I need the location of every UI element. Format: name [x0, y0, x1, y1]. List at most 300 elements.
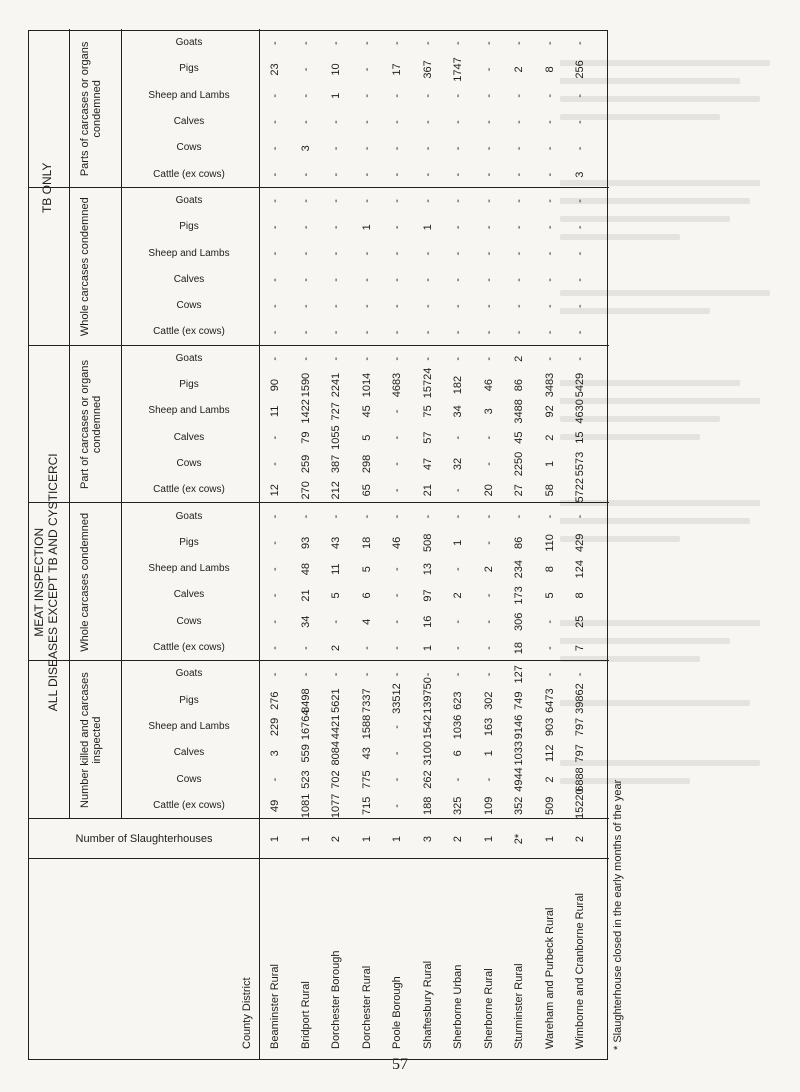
table-cell: - [269, 41, 281, 45]
table-cell: 2241 [330, 372, 342, 398]
table-cell: 3 [269, 750, 281, 757]
table-cell: - [330, 120, 342, 124]
table-cell: 9146 [513, 714, 525, 740]
table-cell: - [482, 120, 495, 124]
table-cell: - [421, 514, 434, 519]
table-cell: - [452, 488, 464, 493]
table-cell: - [452, 304, 464, 308]
table-cell: 229 [269, 717, 281, 737]
table-cell: 86 [513, 536, 525, 549]
table-cell: - [299, 67, 312, 72]
table-cell: - [482, 672, 495, 677]
table-cell: 21 [421, 484, 434, 497]
table-cell: - [574, 356, 586, 361]
table-cell: 2 [513, 66, 525, 73]
sub-label: Cattle (ex cows) [153, 799, 225, 811]
table-cell: - [330, 199, 342, 203]
table-cell: 124 [574, 559, 586, 579]
table-cell: - [391, 172, 403, 177]
table-cell: - [391, 567, 403, 571]
table-cell: - [391, 672, 403, 677]
group-header-rule [121, 29, 122, 819]
table-cell: - [513, 172, 525, 177]
table-cell: 276 [269, 691, 281, 710]
table-cell: 109 [482, 796, 495, 816]
table-cell: - [269, 646, 281, 650]
table-cell: - [513, 146, 525, 151]
table-cell: - [360, 646, 373, 650]
table-cell: 127 [513, 665, 525, 684]
table-cell: 5722 [574, 478, 586, 503]
table-cell: 46 [482, 378, 495, 392]
table-cell: - [391, 120, 403, 124]
table-cell: - [269, 777, 281, 782]
table-cell: 17 [391, 63, 403, 76]
table-cell: - [482, 356, 495, 361]
table-cell: 256 [574, 60, 586, 79]
table-cell: 1542 [421, 714, 434, 740]
table-cell: - [269, 435, 281, 440]
table-cell: - [391, 199, 403, 203]
table-cell: - [482, 514, 495, 519]
table-cell: - [452, 225, 464, 230]
table-cell: - [543, 356, 556, 361]
table-cell: - [452, 41, 464, 45]
table-cell: 1055 [330, 425, 342, 450]
table-cell: - [269, 199, 281, 203]
table-cell: - [269, 356, 281, 361]
sub-label: Sheep and Lambs [148, 405, 230, 417]
table-cell: - [452, 120, 464, 124]
table-cell: 16 [421, 615, 434, 628]
table-cell: - [391, 593, 403, 598]
slaughterhouse-count: 2 [452, 835, 464, 843]
table-cell: 1 [330, 92, 342, 99]
table-cell: - [269, 619, 281, 624]
table-cell: 97 [421, 589, 434, 602]
table-cell: - [482, 330, 495, 335]
table-cell: 3 [299, 145, 312, 152]
sub-label: Pigs [179, 221, 199, 233]
table-cell: - [391, 278, 403, 282]
table-cell: 903 [543, 717, 556, 737]
sub-label: Sheep and Lambs [148, 720, 230, 732]
sub-label: Sheep and Lambs [148, 563, 230, 575]
table-cell: 47 [421, 457, 434, 471]
table-cell: - [421, 356, 434, 361]
group-label-3: Whole carcases condemned [79, 197, 91, 337]
table-cell: - [574, 672, 586, 677]
table-cell: - [482, 304, 495, 308]
table-cell: 298 [360, 454, 373, 474]
table-cell: 3 [574, 171, 586, 178]
table-cell: - [543, 646, 556, 650]
district-name: Sherborne Rural [482, 968, 495, 1049]
group-label-1: Whole carcases condemned [79, 512, 91, 652]
table-cell: - [360, 356, 373, 361]
meat-inspection-table [28, 30, 608, 1060]
table-cell: 797 [574, 717, 586, 737]
table-cell: - [513, 330, 525, 335]
table-cell: - [452, 172, 464, 177]
table-cell: 39862 [574, 683, 586, 714]
table-cell: - [269, 567, 281, 571]
table-cell: - [391, 804, 403, 808]
table-cell: - [299, 41, 312, 45]
district-name: Sherborne Urban [452, 964, 464, 1049]
table-cell: 5 [360, 566, 373, 573]
table-cell: 11 [269, 405, 281, 418]
table-cell: 1590 [299, 372, 312, 398]
table-cell: 92 [543, 405, 556, 418]
sub-label: Pigs [179, 63, 199, 75]
table-cell: - [452, 356, 464, 361]
table-cell: 45 [513, 431, 525, 444]
table-cell: - [360, 120, 373, 124]
sub-label: Cows [176, 142, 202, 154]
table-cell: 262 [421, 770, 434, 789]
footnote: * Slaughterhouse closed in the early months of the year [612, 779, 624, 1050]
table-cell: - [543, 93, 556, 98]
table-cell: - [391, 646, 403, 650]
table-cell: 11 [330, 563, 342, 575]
sub-label: Goats [175, 352, 203, 364]
table-cell: - [391, 751, 403, 756]
table-cell: 6473 [543, 688, 556, 713]
table-cell: - [421, 199, 434, 203]
table-cell: 715 [360, 796, 373, 816]
table-cell: 6888 [574, 767, 586, 792]
table-cell: 1 [452, 539, 464, 546]
table-cell: 79 [299, 431, 312, 444]
table-cell: - [330, 356, 342, 361]
district-name: Poole Borough [391, 976, 403, 1049]
table-cell: 173 [513, 586, 525, 605]
table-cell: - [543, 672, 556, 677]
table-cell: 34 [452, 405, 464, 418]
table-cell: 2 [330, 645, 342, 652]
table-cell: 4421 [330, 714, 342, 740]
table-cell: 2 [543, 776, 556, 783]
table-cell: - [482, 646, 495, 650]
table-cell: - [513, 225, 525, 230]
table-cell: - [574, 304, 586, 308]
table-cell: 20 [482, 484, 495, 497]
table-cell: 23 [269, 63, 281, 76]
table-cell: - [452, 93, 464, 98]
table-cell: - [574, 278, 586, 282]
table-cell: 46 [391, 536, 403, 549]
table-cell: - [421, 172, 434, 177]
table-cell: 1014 [360, 372, 373, 398]
sub-label: Calves [173, 431, 205, 443]
table-cell: 2 [482, 566, 495, 573]
sub-label: Calves [173, 116, 205, 128]
table-cell: - [543, 304, 556, 308]
table-cell: 18 [360, 536, 373, 549]
table-cell: - [543, 278, 556, 282]
table-cell: 5 [543, 592, 556, 599]
table-cell: 4683 [391, 372, 403, 398]
sub-label: Goats [175, 510, 203, 522]
district-name: Wimborne and Cranborne Rural [574, 893, 586, 1049]
table-cell: 15724 [421, 367, 434, 399]
table-cell: 270 [299, 481, 312, 500]
table-cell: - [269, 278, 281, 282]
table-cell: 65 [360, 484, 373, 497]
table-cell: - [360, 93, 373, 98]
table-cell: - [543, 199, 556, 203]
table-cell: - [330, 672, 342, 677]
table-cell: - [269, 330, 281, 335]
table-cell: - [391, 304, 403, 308]
table-cell: - [574, 93, 586, 98]
table-cell: - [391, 41, 403, 45]
slaughterhouse-count: 1 [482, 835, 495, 843]
table-cell: - [543, 619, 556, 624]
slaughterhouses-header: Number of Slaughterhouses [75, 833, 213, 845]
table-cell: - [330, 225, 342, 230]
table-cell: 139750 [421, 677, 434, 714]
table-cell: - [574, 514, 586, 519]
table-cell: - [391, 356, 403, 361]
district-name: Wareham and Purbeck Rural [543, 907, 556, 1049]
table-cell: - [482, 593, 495, 598]
table-cell: - [299, 330, 312, 335]
table-cell: 702 [330, 770, 342, 789]
table-cell: 27 [513, 484, 525, 497]
table-cell: - [452, 672, 464, 677]
table-cell: - [574, 225, 586, 230]
table-cell: - [543, 330, 556, 335]
table-cell: - [299, 514, 312, 519]
table-cell: 2 [452, 592, 464, 599]
table-cell: 509 [543, 796, 556, 816]
table-cell: 15220 [574, 788, 586, 819]
table-cell: - [330, 251, 342, 256]
table-cell: - [269, 593, 281, 598]
group-label-2: Part of carcases or organs condemned [79, 360, 103, 490]
table-cell: 1081 [299, 793, 312, 819]
table-cell: 3 [482, 408, 495, 415]
table-cell: - [299, 356, 312, 361]
table-cell: - [299, 172, 312, 177]
table-cell: 306 [513, 612, 525, 631]
table-cell: 4944 [513, 767, 525, 792]
sub-label: Goats [175, 37, 203, 49]
table-cell: 523 [299, 770, 312, 789]
table-cell: - [421, 251, 434, 256]
table-cell: - [269, 120, 281, 124]
table-cell: 259 [299, 454, 312, 474]
district-name: Sturminster Rural [513, 963, 525, 1049]
table-cell: - [299, 93, 312, 98]
table-cell: 3100 [421, 741, 434, 766]
table-cell: 16764 [299, 709, 312, 741]
group-label-4: Parts of carcases or organs condemned [79, 41, 103, 177]
page-number: 57 [392, 1056, 408, 1073]
table-cell: 749 [513, 691, 525, 710]
slaughterhouse-count: 1 [391, 835, 403, 843]
table-cell: 4 [360, 618, 373, 625]
table-cell: 325 [452, 796, 464, 816]
table-cell: - [269, 304, 281, 308]
sub-label: Cattle (ex cows) [153, 484, 225, 496]
table-cell: - [452, 514, 464, 519]
table-cell: 559 [299, 744, 312, 763]
table-cell: 3488 [513, 399, 525, 424]
table-cell: - [330, 172, 342, 177]
rotated-table-block [28, 30, 624, 1060]
table-cell: - [391, 435, 403, 440]
header-rule [259, 29, 260, 1059]
table-cell: - [360, 172, 373, 177]
table-cell: 1 [543, 460, 556, 468]
table-cell: - [391, 725, 403, 729]
table-cell: 86 [513, 378, 525, 392]
table-cell: - [330, 146, 342, 151]
sub-label: Cows [176, 773, 202, 785]
table-cell: 302 [482, 691, 495, 710]
section-tb-only: TB ONLY [40, 162, 54, 214]
table-cell: 6 [360, 592, 373, 599]
table-cell: 43 [360, 747, 373, 760]
slaughterhouse-count: 2 [330, 835, 342, 843]
table-cell: - [360, 251, 373, 256]
table-cell: - [391, 409, 403, 414]
table-cell: - [513, 199, 525, 203]
table-cell: - [513, 120, 525, 124]
sub-label: Goats [175, 194, 203, 206]
table-cell: 8498 [299, 688, 312, 713]
table-cell: - [330, 619, 342, 624]
table-cell: - [360, 199, 373, 203]
table-cell: 112 [543, 744, 556, 763]
slaughterhouse-count: 1 [299, 835, 312, 843]
table-cell: - [391, 225, 403, 230]
table-cell: - [360, 41, 373, 45]
table-cell: - [360, 330, 373, 335]
table-cell: 775 [360, 770, 373, 789]
table-cell: - [269, 93, 281, 98]
table-cell: - [574, 120, 586, 124]
table-cell: 2 [543, 434, 556, 441]
table-cell: 5573 [574, 451, 586, 477]
table-cell: - [360, 278, 373, 282]
table-cell: 352 [513, 796, 525, 816]
table-cell: - [299, 251, 312, 256]
table-cell: - [452, 251, 464, 256]
table-cell: 90 [269, 378, 281, 392]
table-cell: - [269, 672, 281, 677]
table-cell: - [299, 672, 312, 677]
table-cell: - [391, 93, 403, 98]
table-cell: - [330, 41, 342, 45]
table-cell: - [574, 146, 586, 151]
table-cell: - [452, 619, 464, 624]
table-cell: - [391, 514, 403, 519]
table-cell: - [543, 172, 556, 177]
district-name: Dorchester Rural [360, 965, 373, 1049]
table-cell: 4630 [574, 399, 586, 424]
table-cell: 33512 [391, 683, 403, 714]
table-cell: - [482, 541, 495, 545]
table-cell: - [360, 304, 373, 308]
table-cell: 8 [574, 592, 586, 599]
table-cell: 5 [330, 592, 342, 599]
table-cell: - [482, 777, 495, 782]
main-header: MEAT INSPECTION [32, 527, 46, 637]
table-cell: - [574, 41, 586, 45]
district-header: County District [241, 977, 253, 1049]
table-cell: 13 [421, 563, 434, 576]
table-cell: 1077 [330, 793, 342, 819]
table-cell: 48 [299, 563, 312, 576]
table-cell: - [482, 251, 495, 256]
table-cell: - [421, 93, 434, 98]
table-cell: - [269, 514, 281, 519]
table-cell: - [330, 278, 342, 282]
table-cell: 110 [543, 534, 556, 552]
table-cell: - [299, 304, 312, 308]
table-cell: - [391, 462, 403, 466]
table-cell: 429 [574, 533, 586, 553]
table-cell: 6 [452, 750, 464, 757]
sub-label: Cows [176, 457, 202, 469]
table-cell: 387 [330, 454, 342, 474]
table-cell: - [269, 251, 281, 256]
table-cell: - [330, 304, 342, 308]
sub-label: Calves [173, 589, 205, 601]
table-cell: - [452, 330, 464, 335]
table-cell: - [482, 435, 495, 440]
slaughterhouse-count: 1 [269, 835, 281, 843]
sub-label: Cows [176, 615, 202, 627]
table-cell: 1 [360, 224, 373, 231]
table-cell: 3483 [543, 372, 556, 398]
table-cell: - [543, 514, 556, 519]
table-cell: 21 [299, 589, 312, 602]
table-cell: - [482, 619, 495, 624]
table-cell: - [513, 93, 525, 98]
sub-label: Goats [175, 668, 203, 680]
slaughterhouse-count: 2* [513, 833, 525, 845]
group-label-0: Number killed and carcases inspected [79, 672, 103, 808]
table-cell: - [421, 304, 434, 308]
table-cell: 8 [543, 566, 556, 573]
table-cell: 2250 [513, 451, 525, 477]
table-cell: 163 [482, 717, 495, 737]
table-cell: 93 [299, 536, 312, 549]
slaughterhouse-count: 3 [421, 835, 434, 843]
table-cell: 1422 [299, 399, 312, 424]
table-cell: - [543, 146, 556, 151]
table-cell: - [299, 646, 312, 650]
table-cell: - [421, 120, 434, 124]
table-cell: 727 [330, 402, 342, 421]
section-all-diseases: ALL DISEASES EXCEPT TB AND CYSTICERCI [46, 453, 60, 712]
table-cell: 5 [360, 434, 373, 441]
table-cell: - [299, 199, 312, 203]
table-cell: - [330, 330, 342, 335]
table-cell: 1036 [452, 714, 464, 740]
table-cell: 508 [421, 533, 434, 553]
sub-label: Cattle (ex cows) [153, 168, 225, 180]
table-cell: - [421, 330, 434, 335]
table-cell: - [574, 199, 586, 203]
table-cell: - [452, 278, 464, 282]
main-header-rule [69, 29, 70, 819]
